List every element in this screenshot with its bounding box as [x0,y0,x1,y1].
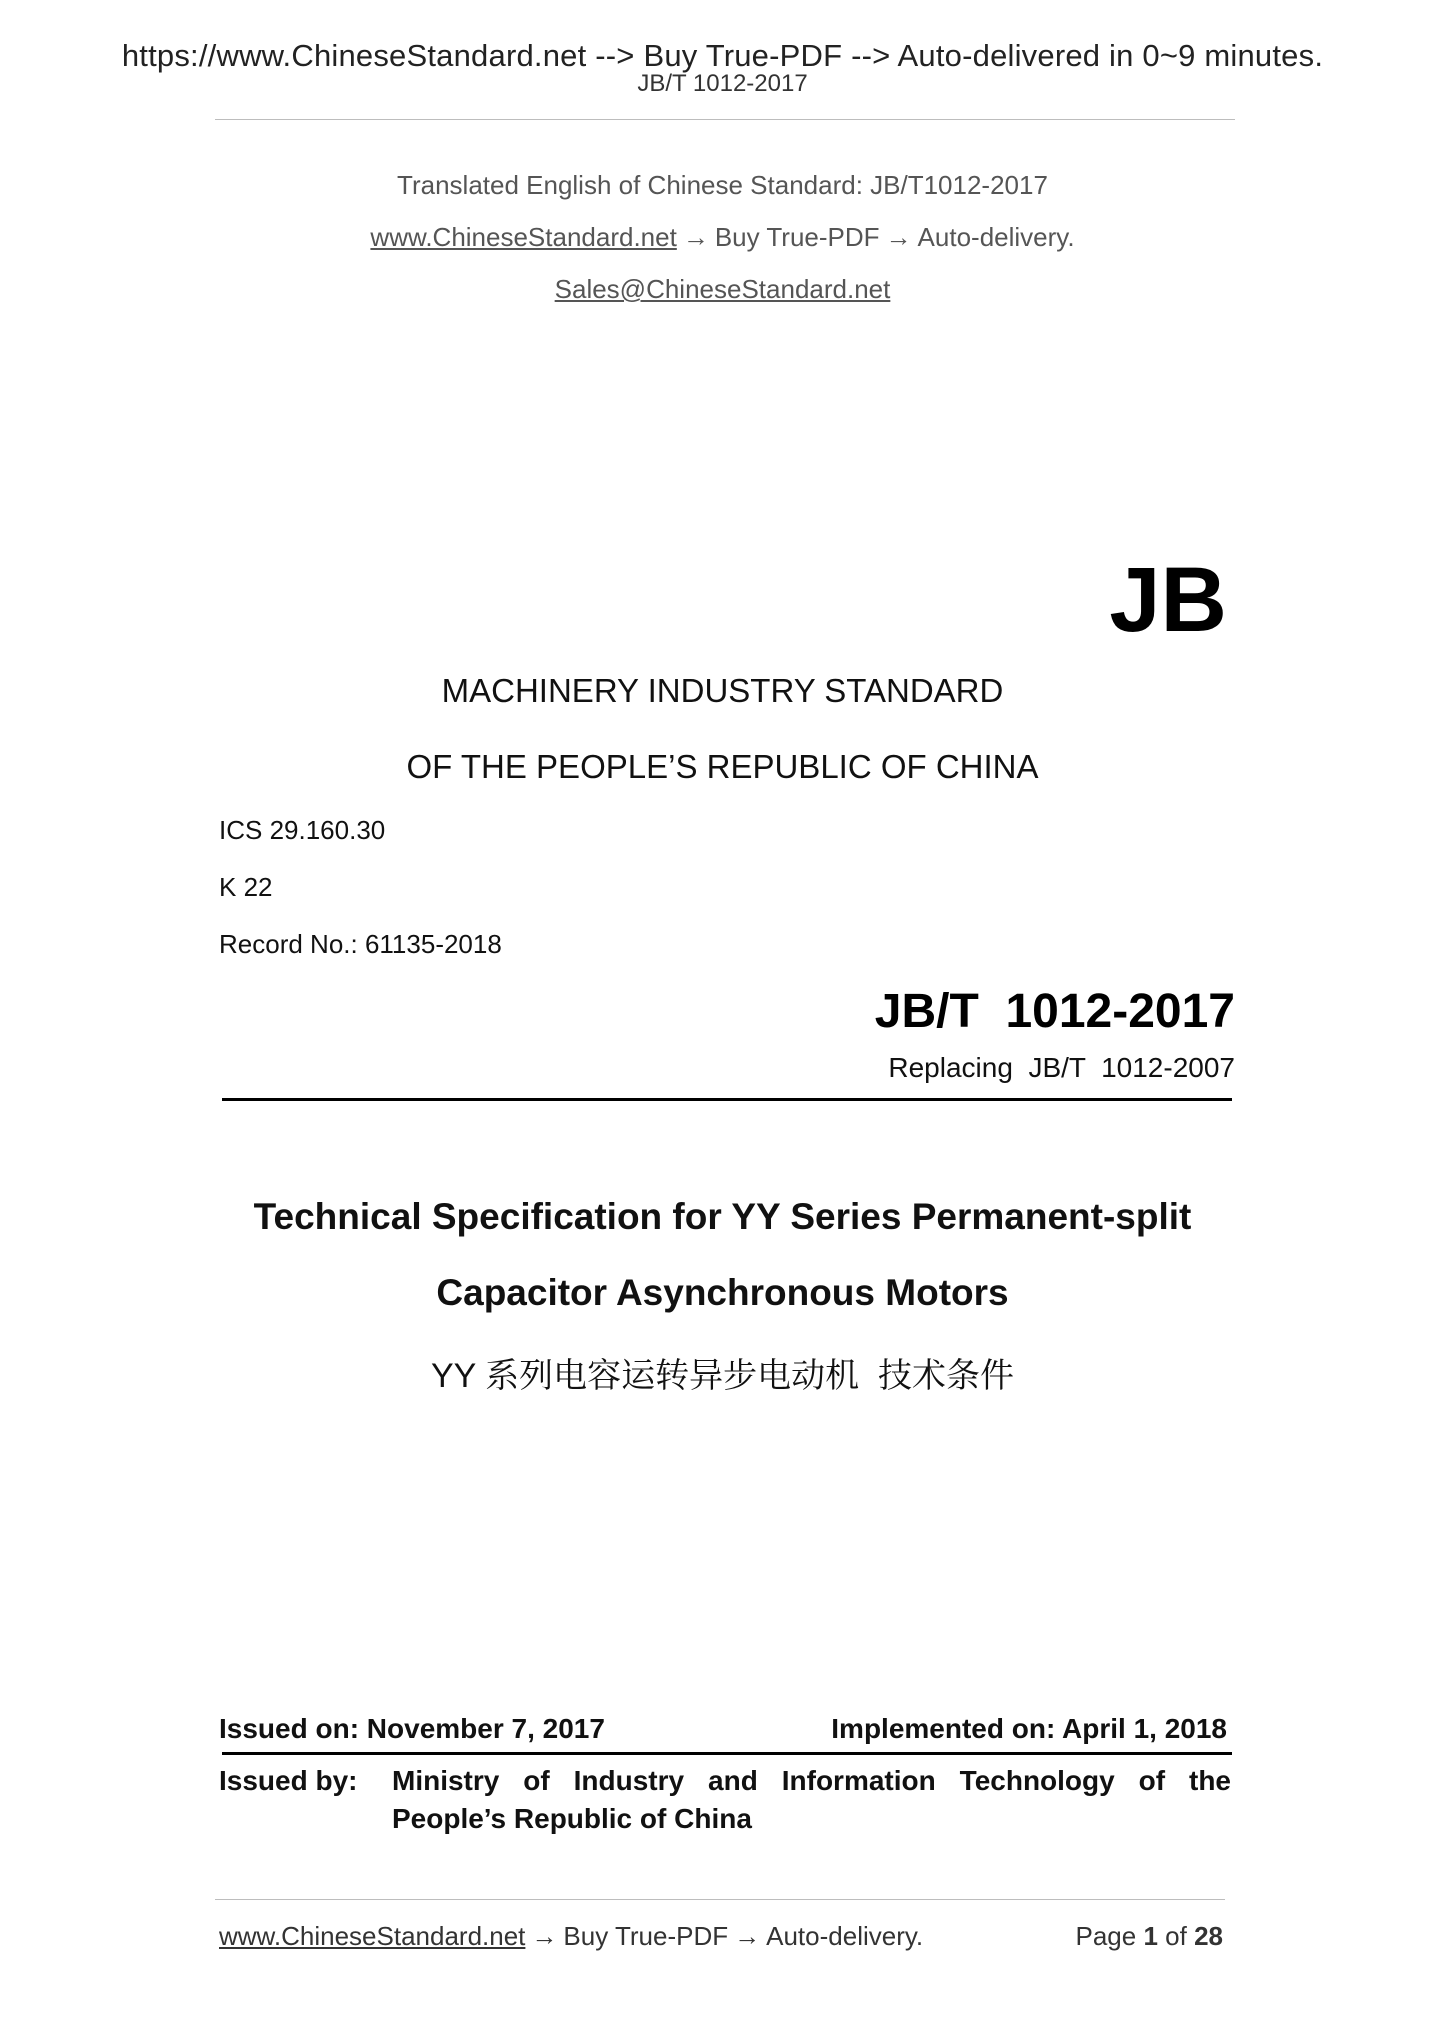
jb-logo: JB [1109,549,1227,651]
page-word: Page [1075,1921,1137,1951]
translation-notice: Translated English of Chinese Standard: JB/T1012-2017 [397,170,1048,200]
document-title-line-2: Capacitor Asynchronous Motors [436,1272,1009,1313]
implemented-on: Implemented on: April 1, 2018 [831,1713,1227,1744]
arrow-right-icon: → [885,222,912,252]
footer-site-link[interactable]: www.ChineseStandard.net [219,1921,526,1951]
page-current: 1 [1143,1921,1158,1951]
page-total: 28 [1194,1921,1223,1951]
delivery-text: Auto-delivery. [917,222,1075,252]
agency-line-2: OF THE PEOPLE’S REPUBLIC OF CHINA [406,748,1039,785]
running-head: JB/T 1012-2017 [637,70,808,97]
banner-url-link[interactable]: https://www.ChineseStandard.net [121,38,587,73]
footer-divider [215,1899,1225,1900]
arrow-right-icon: → [682,222,709,252]
record-number: Record No.: 61135-2018 [219,929,502,959]
standard-number: JB/T 1012-2017 [874,985,1235,1038]
top-banner [0,38,1445,74]
buy-text: Buy True-PDF [714,222,880,252]
arrow-right-icon: → [531,1921,558,1951]
sales-email-link[interactable]: Sales@ChineseStandard.net [554,274,891,304]
document-title-chinese: YY 系列电容运转异步电动机 技术条件 [430,1357,1015,1395]
issued-by-line-2: People’s Republic of China [392,1803,752,1834]
arrow-right-icon: → [734,1921,761,1951]
banner-buy-link[interactable]: Buy True-PDF [643,38,843,73]
sales-email-row [0,274,1445,305]
classification-code: K 22 [219,872,273,902]
banner-separator: --> [595,38,635,73]
site-link[interactable]: www.ChineseStandard.net [370,222,677,252]
ics-code: ICS 29.160.30 [219,815,386,845]
of-word: of [1165,1921,1187,1951]
replacing-standard: Replacing JB/T 1012-2007 [888,1052,1235,1083]
standard-divider [222,1098,1232,1101]
issued-by-line-1: Ministry of Industry and Information Technology of the [392,1765,1231,1796]
agency-line-1: MACHINERY INDUSTRY STANDARD [441,672,1004,709]
footer-links [219,1921,923,1952]
issued-on: Issued on: November 7, 2017 [219,1713,605,1744]
footer-buy-text: Buy True-PDF [563,1921,729,1951]
issued-by-label: Issued by: [219,1765,358,1796]
translation-links [0,222,1445,253]
page-indicator [1075,1921,1223,1952]
issue-divider [222,1752,1232,1755]
document-title-line-1: Technical Specification for YY Series Permanent-split [253,1196,1192,1237]
header-divider [215,119,1235,120]
banner-separator: --> [851,38,891,73]
banner-tail-text: Auto-delivered in 0~9 minutes. [897,38,1324,73]
footer-delivery-text: Auto-delivery. [766,1921,924,1951]
